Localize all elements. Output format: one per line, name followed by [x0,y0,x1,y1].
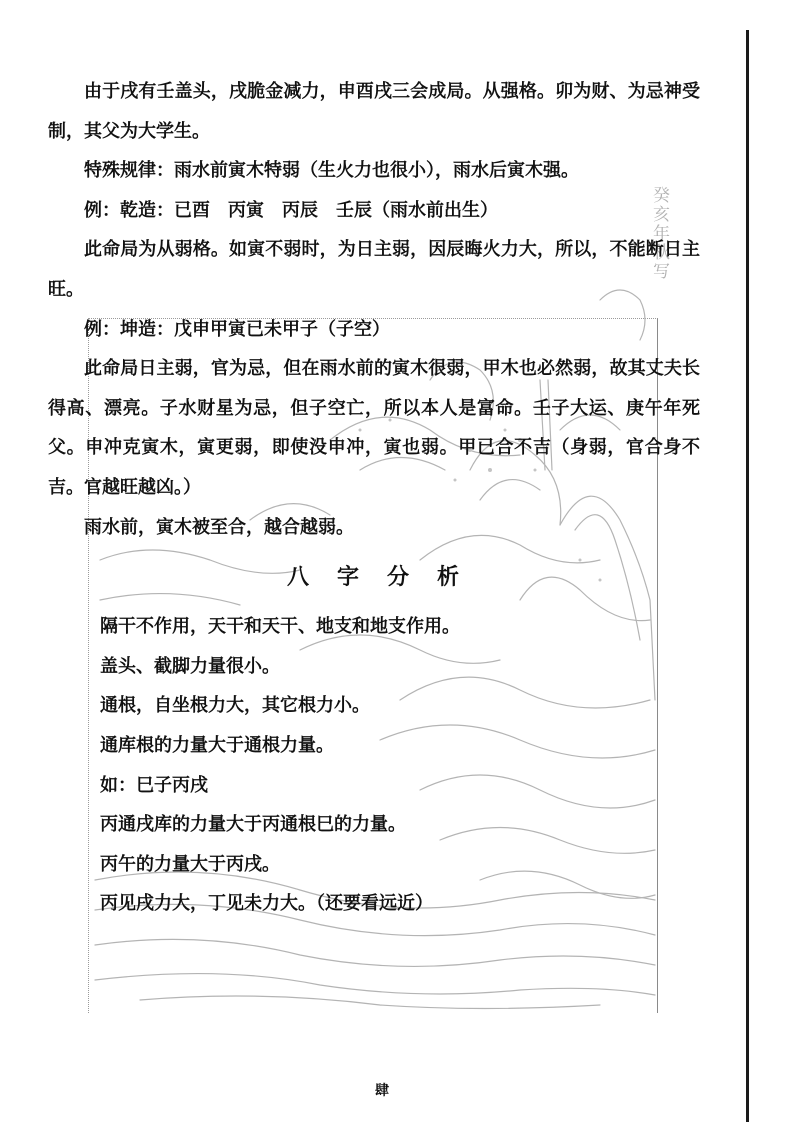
paragraph: 通根，自坐根力大，其它根力小。 [100,695,370,717]
paragraph: 如：巳子丙戌 [100,774,208,796]
paragraph: 通库根的力量大于通根力量。 [100,734,334,756]
paragraph: 盖头、截脚力量很小。 [100,655,280,677]
section-heading: 八字分析 [286,564,487,591]
page-number: 肆 [375,1083,389,1099]
seal-inscription: 癸亥年秋写 [649,186,669,281]
paragraph: 丙午的力量大于丙戌。 [100,853,280,875]
paragraph: 特殊规律：雨水前寅木特弱（生火力也很小），雨水后寅木强。 [84,160,579,182]
paragraph: 由于戌有壬盖头，戌脆金减力，申酉戌三会成局。从强格。卯为财、为忌神受制，其父为大学生。 [48,81,700,142]
page-text [48,72,700,924]
paragraph: 丙通戌库的力量大于丙通根巳的力量。 [100,814,406,836]
paragraph: 例：乾造：已酉 丙寅 丙辰 壬辰（雨水前出生） [84,199,498,221]
paragraph: 丙见戌力大，丁见未力大。（还要看远近） [100,893,433,915]
paragraph: 例：坤造：戊申甲寅已未甲子（子空） [84,318,390,340]
paragraph: 隔干不作用，天干和天干、地支和地支作用。 [100,616,460,638]
paragraph: 此命局为从弱格。如寅不弱时，为日主弱，因辰晦火力大，所以，不能断日主旺。 [48,239,700,300]
paragraph: 此命局日主弱，官为忌，但在雨水前的寅木很弱，甲木也必然弱，故其丈夫长得高、漂亮。子水财星为忌，但子空亡，所以本人是富命。壬子大运、庚午年死父。申冲克寅木，寅更弱，即使没申冲，寅也弱。甲已合不吉（身弱，官合身不吉。官越旺越凶。） [48,358,700,498]
paragraph: 雨水前，寅木被至合，越合越弱。 [84,516,354,538]
right-margin-rule [746,30,749,1122]
